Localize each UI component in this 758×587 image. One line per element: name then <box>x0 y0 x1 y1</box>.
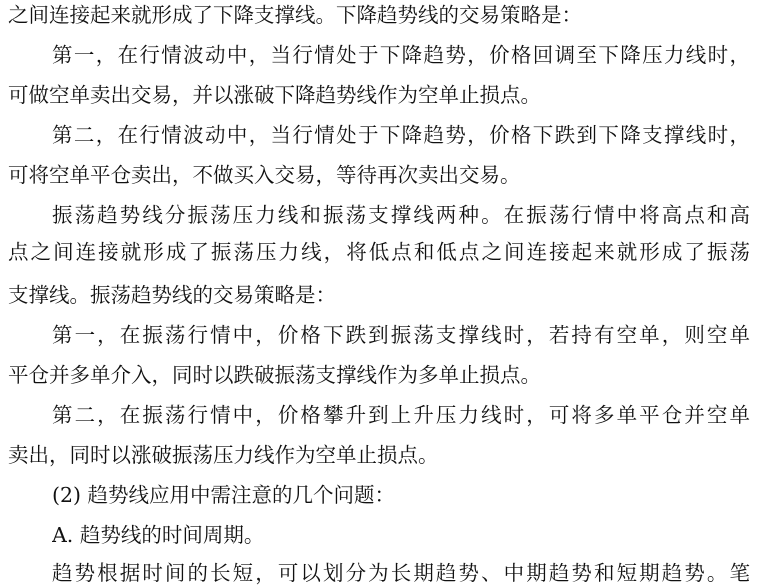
text-line: 之间连接起来就形成了下降支撑线。下降趋势线的交易策略是： <box>8 3 582 27</box>
text-line: 第二，在行情波动中，当行情处于下降趋势，价格下跌到下降支撑线时， <box>52 123 750 147</box>
text-line: 平仓并多单介入，同时以跌破振荡支撑线作为多单止损点。 <box>8 363 541 387</box>
text-line: 第一，在振荡行情中，价格下跌到振荡支撑线时，若持有空单，则空单 <box>52 323 750 347</box>
text-line: 趋势根据时间的长短，可以划分为长期趋势、中期趋势和短期趋势。笔 <box>52 561 750 585</box>
text-line: 可做空单卖出交易，并以涨破下降趋势线作为空单止损点。 <box>8 83 541 107</box>
text-line: 第一，在行情波动中，当行情处于下降趋势，价格回调至下降压力线时， <box>52 43 750 67</box>
text-line: 第二，在振荡行情中，价格攀升到上升压力线时，可将多单平仓并空单 <box>52 403 750 427</box>
text-line: 点之间连接就形成了振荡压力线，将低点和低点之间连接起来就形成了振荡 <box>8 240 750 264</box>
text-line: 卖出，同时以涨破振荡压力线作为空单止损点。 <box>8 443 439 467</box>
section-heading: (2) 趋势线应用中需注意的几个问题： <box>52 483 396 507</box>
text-line: 振荡趋势线分振荡压力线和振荡支撑线两种。在振荡行情中将高点和高 <box>52 203 750 227</box>
text-line: 支撑线。振荡趋势线的交易策略是： <box>8 283 336 307</box>
subsection-heading: A. 趋势线的时间周期。 <box>52 523 265 547</box>
text-line: 可将空单平仓卖出，不做买入交易，等待再次卖出交易。 <box>8 163 521 187</box>
